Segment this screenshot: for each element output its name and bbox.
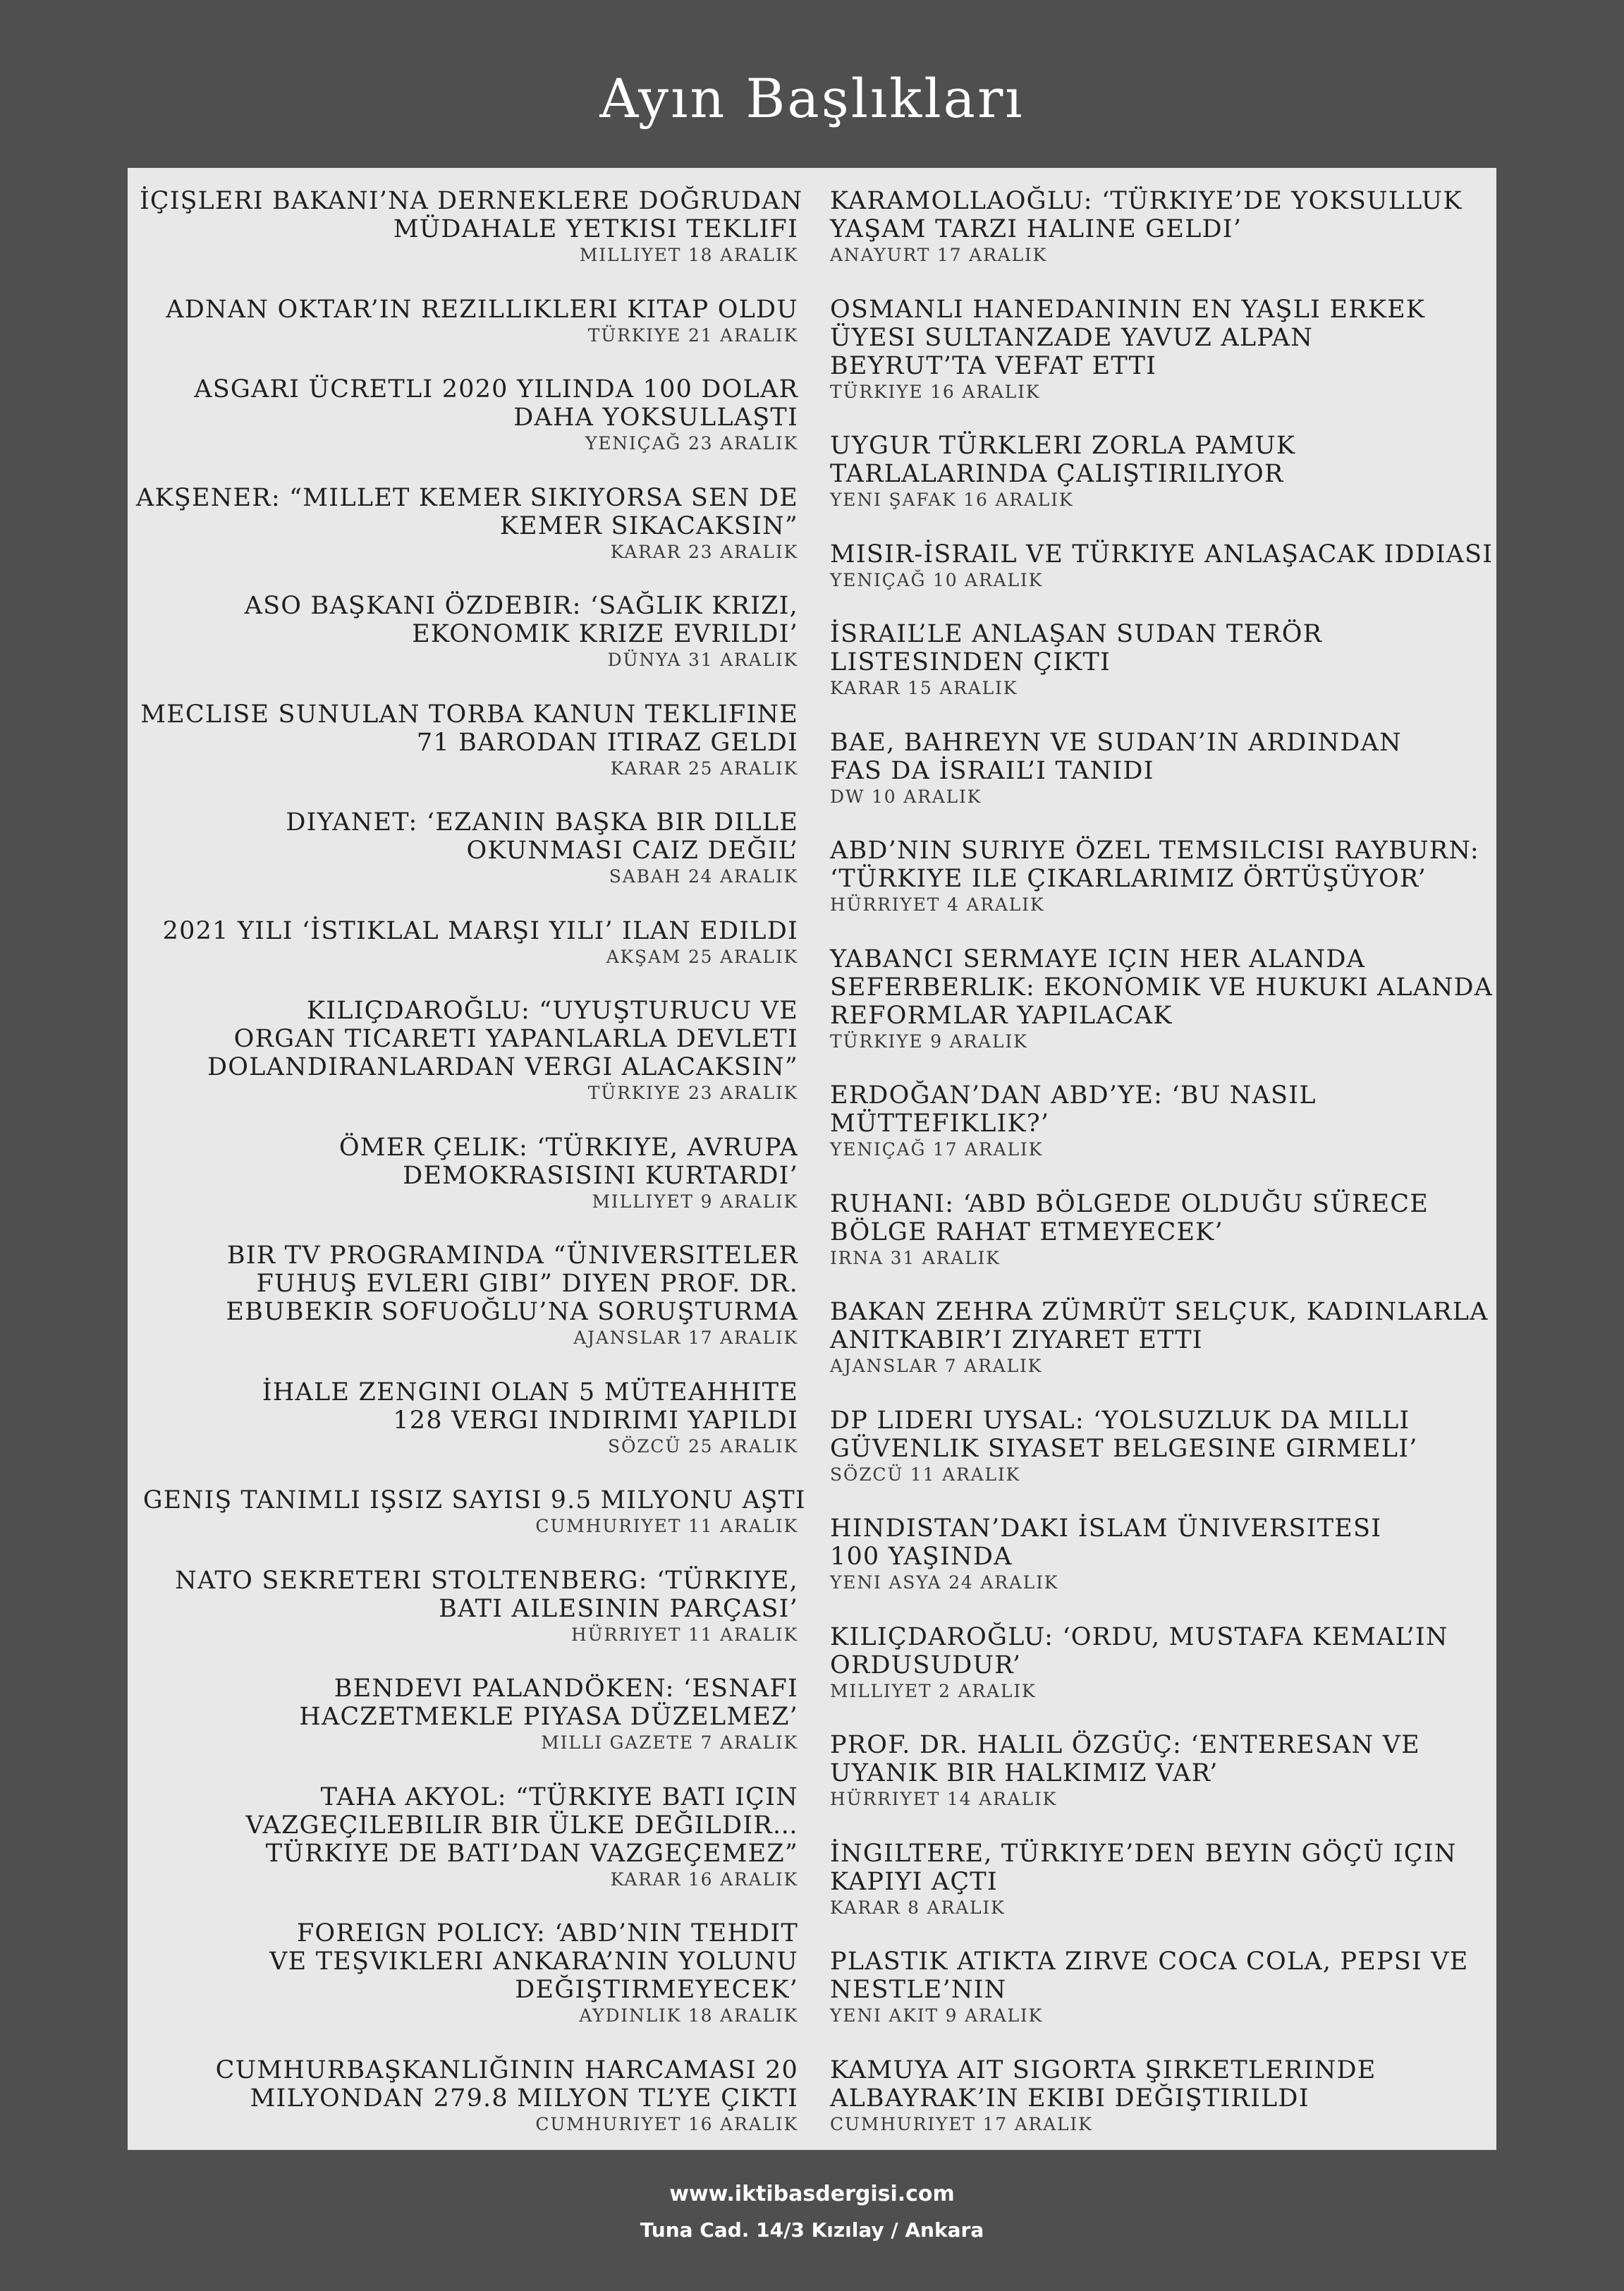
headline-source: ANAYURT 17 ARALIK xyxy=(830,245,1047,265)
headline-line: ÜYESI SULTANZADE YAVUZ ALPAN xyxy=(830,323,1314,352)
headline-item xyxy=(135,2056,798,2136)
headline-item xyxy=(135,484,798,564)
headline-item xyxy=(135,808,798,888)
headline-line: YAŞAM TARZI HALINE GELDI’ xyxy=(830,215,1243,243)
headline-text xyxy=(830,432,1493,488)
headline-item xyxy=(135,700,798,780)
headline-line: AKŞENER: “MILLET KEMER SIKIYORSA SEN DE xyxy=(135,483,798,512)
headline-line: REFORMLAR YAPILACAK xyxy=(830,1001,1173,1030)
headline-line: DEMOKRASISINI KURTARDI’ xyxy=(403,1161,798,1190)
headline-line: MISIR-İSRAIL VE TÜRKIYE ANLAŞACAK IDDIASI xyxy=(830,540,1494,569)
headline-text xyxy=(135,917,798,945)
headline-source: CUMHURIYET 11 ARALIK xyxy=(535,1516,798,1537)
headline-line: KILIÇDAROĞLU: “UYUŞTURUCU VE xyxy=(306,997,798,1026)
headline-item xyxy=(830,1731,1493,1811)
headline-item xyxy=(135,296,798,347)
headline-line: ÖMER ÇELIK: ‘TÜRKIYE, AVRUPA xyxy=(338,1133,798,1162)
headline-text xyxy=(830,1514,1493,1571)
headline-source: MILLIYET 9 ARALIK xyxy=(592,1191,798,1212)
headline-source: SABAH 24 ARALIK xyxy=(609,866,798,887)
headline-line: ASGARI ÜCRETLI 2020 YILINDA 100 DOLAR xyxy=(194,375,798,404)
headline-text xyxy=(135,1675,798,1731)
headline-source: SÖZCÜ 25 ARALIK xyxy=(608,1435,798,1457)
headline-line: LISTESINDEN ÇIKTI xyxy=(830,648,1111,677)
headline-line: SEFERBERLIK: EKONOMIK VE HUKUKI ALANDA xyxy=(830,973,1493,1002)
headline-line: FUHUŞ EVLERI GIBI” DIYEN PROF. DR. xyxy=(256,1270,798,1299)
headline-source: HÜRRIYET 14 ARALIK xyxy=(830,1789,1058,1810)
headline-item xyxy=(135,1675,798,1754)
headline-line: EBUBEKIR SOFUOĞLU’NA SORUŞTURMA xyxy=(226,1298,798,1327)
headline-line: MÜDAHALE YETKISI TEKLIFI xyxy=(393,215,798,243)
headline-line: CUMHURBAŞKANLIĞININ HARCAMASI 20 xyxy=(215,2055,798,2084)
headline-text xyxy=(135,592,798,648)
headline-source: DÜNYA 31 ARALIK xyxy=(607,650,798,671)
headline-line: OSMANLI HANEDANININ EN YAŞLI ERKEK xyxy=(830,295,1426,324)
headline-item xyxy=(830,1081,1493,1161)
headline-line: İÇIŞLERI BAKANI’NA DERNEKLERE DOĞRUDAN xyxy=(139,187,803,215)
headline-line: DEĞIŞTIRMEYECEK’ xyxy=(515,1976,798,2005)
headline-line: ANITKABIR’I ZIYARET ETTI xyxy=(830,1326,1203,1355)
headline-line: NATO SEKRETERI STOLTENBERG: ‘TÜRKIYE, xyxy=(175,1566,798,1595)
headline-text xyxy=(830,1298,1493,1354)
headline-line: ALBAYRAK’IN EKIBI DEĞIŞTIRILDI xyxy=(830,2084,1309,2113)
headline-line: KILIÇDAROĞLU: ‘ORDU, MUSTAFA KEMAL’IN xyxy=(830,1622,1448,1651)
headline-line: KAPIYI AÇTI xyxy=(830,1867,998,1896)
headline-line: UYGUR TÜRKLERI ZORLA PAMUK xyxy=(830,432,1296,461)
headline-text xyxy=(135,1378,798,1435)
headline-text xyxy=(830,296,1493,380)
headline-item xyxy=(135,997,798,1105)
headline-item xyxy=(135,1486,806,1538)
headline-item xyxy=(830,187,1493,267)
headline-line: EKONOMIK KRIZE EVRILDI’ xyxy=(412,620,798,649)
headline-line: HACZETMEKLE PIYASA DÜZELMEZ’ xyxy=(299,1703,798,1732)
headline-line: TAHA AKYOL: “TÜRKIYE BATI IÇIN xyxy=(320,1782,798,1811)
headline-line: KEMER SIKACAKSIN” xyxy=(499,511,798,540)
headline-text xyxy=(830,187,1493,243)
headline-text xyxy=(830,2056,1493,2113)
headline-item xyxy=(830,620,1493,700)
headline-text xyxy=(135,1241,798,1326)
headline-source: MILLIYET 18 ARALIK xyxy=(579,245,798,265)
headline-line: BENDEVI PALANDÖKEN: ‘ESNAFI xyxy=(334,1675,798,1703)
headline-line: MILYONDAN 279.8 MILYON TL’YE ÇIKTI xyxy=(250,2084,798,2113)
headlines-panel xyxy=(128,168,1496,2150)
headline-item xyxy=(830,1947,1493,2027)
headline-item xyxy=(830,945,1493,1053)
headline-line: ASO BAŞKANI ÖZDEBIR: ‘SAĞLIK KRIZI, xyxy=(244,592,798,621)
headline-source: KARAR 25 ARALIK xyxy=(610,758,798,779)
headline-line: MÜTTEFIKLIK?’ xyxy=(830,1110,1050,1138)
headline-source: YENI ASYA 24 ARALIK xyxy=(830,1572,1059,1593)
headline-line: 2021 YILI ‘İSTIKLAL MARŞI YILI’ ILAN EDILDI xyxy=(162,916,798,945)
headline-line: 128 VERGI INDIRIMI YAPILDI xyxy=(393,1406,798,1435)
headline-text xyxy=(830,1840,1493,1896)
headline-text xyxy=(135,375,798,432)
headline-source: KARAR 8 ARALIK xyxy=(830,1897,1006,1918)
headline-source: TÜRKIYE 23 ARALIK xyxy=(587,1083,798,1104)
right-column xyxy=(830,187,1493,2136)
headline-source: CUMHURIYET 17 ARALIK xyxy=(830,2113,1093,2134)
headline-line: ABD’NIN SURIYE ÖZEL TEMSILCISI RAYBURN: xyxy=(830,837,1479,865)
headline-text xyxy=(135,700,798,757)
headline-line: OKUNMASI CAIZ DEĞIL’ xyxy=(466,837,798,865)
headline-text xyxy=(135,484,798,540)
headline-source: CUMHURIYET 16 ARALIK xyxy=(535,2113,798,2134)
headline-line: FOREIGN POLICY: ‘ABD’NIN TEHDIT xyxy=(296,1919,798,1948)
page-title: Ayın Başlıkları xyxy=(599,67,1025,130)
headline-text xyxy=(830,1190,1493,1246)
headline-item xyxy=(830,1840,1493,1919)
headline-source: SÖZCÜ 11 ARALIK xyxy=(830,1464,1020,1485)
headline-text xyxy=(830,837,1493,893)
headline-line: İHALE ZENGINI OLAN 5 MÜTEAHHITE xyxy=(262,1378,798,1406)
headline-line: İNGILTERE, TÜRKIYE’DEN BEYIN GÖÇÜ IÇIN xyxy=(830,1839,1457,1868)
headline-text xyxy=(830,729,1493,785)
headline-line: BEYRUT’TA VEFAT ETTI xyxy=(830,351,1157,380)
headline-line: MECLISE SUNULAN TORBA KANUN TEKLIFINE xyxy=(140,700,798,729)
headline-item xyxy=(135,917,798,968)
headline-item xyxy=(135,1919,798,2027)
headline-text xyxy=(135,1783,798,1868)
headline-line: TARLALARINDA ÇALIŞTIRILIYOR xyxy=(830,460,1284,489)
headline-item xyxy=(830,2056,1493,2136)
headline-item xyxy=(135,187,803,267)
headline-source: YENIÇAĞ 10 ARALIK xyxy=(830,569,1044,590)
headline-source: YENI AKIT 9 ARALIK xyxy=(830,2005,1044,2026)
headline-text xyxy=(830,1406,1493,1463)
headline-item xyxy=(830,1406,1493,1486)
headline-line: PROF. DR. HALIL ÖZGÜÇ: ‘ENTERESAN VE xyxy=(830,1731,1420,1760)
footer-url: www.iktibasdergisi.com xyxy=(669,2182,955,2206)
headline-text xyxy=(135,296,798,324)
headline-source: AYDINLIK 18 ARALIK xyxy=(579,2005,798,2026)
headline-line: NESTLE’NIN xyxy=(830,1976,1007,2005)
footer-address: Tuna Cad. 14/3 Kızılay / Ankara xyxy=(640,2218,984,2242)
headline-source: KARAR 16 ARALIK xyxy=(610,1868,798,1890)
headline-line: İSRAIL’LE ANLAŞAN SUDAN TERÖR xyxy=(830,620,1323,649)
headline-source: YENIÇAĞ 23 ARALIK xyxy=(585,433,798,454)
headline-line: DAHA YOKSULLAŞTI xyxy=(513,403,798,432)
headline-line: ORDUSUDUR’ xyxy=(830,1651,1022,1679)
headline-source: AKŞAM 25 ARALIK xyxy=(606,946,798,967)
headline-item xyxy=(135,375,798,455)
headline-line: YABANCI SERMAYE IÇIN HER ALANDA xyxy=(830,944,1366,973)
headline-item xyxy=(830,1514,1493,1594)
headline-item xyxy=(135,1567,798,1646)
headline-line: 100 YAŞINDA xyxy=(830,1543,1013,1572)
headline-source: HÜRRIYET 4 ARALIK xyxy=(830,894,1045,916)
headline-text xyxy=(830,945,1493,1030)
headline-line: FAS DA İSRAIL’I TANIDI xyxy=(830,756,1154,785)
headline-item xyxy=(135,1134,798,1213)
headline-text xyxy=(830,1081,1493,1138)
headline-line: BIR TV PROGRAMINDA “ÜNIVERSITELER xyxy=(226,1241,798,1270)
headline-line: UYANIK BIR HALKIMIZ VAR’ xyxy=(830,1759,1219,1788)
headline-text xyxy=(135,997,798,1081)
headline-item xyxy=(830,1298,1493,1378)
headline-text xyxy=(135,1134,798,1190)
headline-text xyxy=(135,1567,798,1623)
headline-line: GÜVENLIK SIYASET BELGESINE GIRMELI’ xyxy=(830,1434,1418,1463)
headline-text xyxy=(135,2056,798,2113)
left-column xyxy=(135,187,806,2136)
headline-line: BATI AILESININ PARÇASI’ xyxy=(439,1594,798,1623)
headline-source: YENIÇAĞ 17 ARALIK xyxy=(830,1139,1044,1160)
headline-source: TÜRKIYE 16 ARALIK xyxy=(830,381,1041,402)
headline-line: VAZGEÇILEBILIR BIR ÜLKE DEĞILDIR… xyxy=(245,1811,798,1840)
headline-source: MILLI GAZETE 7 ARALIK xyxy=(541,1732,798,1754)
headline-item xyxy=(830,1190,1493,1270)
headline-source: TÜRKIYE 9 ARALIK xyxy=(830,1031,1028,1052)
headline-line: VE TEŞVIKLERI ANKARA’NIN YOLUNU xyxy=(269,1947,798,1976)
headline-text xyxy=(135,187,803,243)
headline-line: RUHANI: ‘ABD BÖLGEDE OLDUĞU SÜRECE xyxy=(830,1189,1429,1218)
headline-source: IRNA 31 ARALIK xyxy=(830,1247,1001,1268)
headline-item xyxy=(830,432,1493,511)
headline-item xyxy=(830,540,1493,592)
headline-text xyxy=(830,1947,1493,2004)
headline-line: HINDISTAN’DAKI İSLAM ÜNIVERSITESI xyxy=(830,1514,1382,1543)
headline-source: YENI ŞAFAK 16 ARALIK xyxy=(830,490,1074,511)
headline-line: BÖLGE RAHAT ETMEYECEK’ xyxy=(830,1217,1223,1246)
headline-line: DOLANDIRANLARDAN VERGI ALACAKSIN” xyxy=(207,1053,798,1082)
headline-source: KARAR 15 ARALIK xyxy=(830,678,1018,699)
headline-item xyxy=(135,1378,798,1458)
headline-text xyxy=(830,540,1493,569)
headline-source: KARAR 23 ARALIK xyxy=(610,541,798,562)
headline-text xyxy=(830,620,1493,676)
headline-text xyxy=(135,1486,806,1515)
headline-source: HÜRRIYET 11 ARALIK xyxy=(570,1624,798,1645)
headline-line: TÜRKIYE DE BATI’DAN VAZGEÇEMEZ” xyxy=(265,1839,798,1868)
headline-line: DP LIDERI UYSAL: ‘YOLSUZLUK DA MILLI xyxy=(830,1406,1410,1435)
headline-text xyxy=(830,1731,1493,1787)
headline-item xyxy=(135,1241,798,1349)
headline-line: KAMUYA AIT SIGORTA ŞIRKETLERINDE xyxy=(830,2055,1376,2084)
headline-text xyxy=(135,1919,798,2004)
headline-item xyxy=(830,837,1493,916)
headline-source: DW 10 ARALIK xyxy=(830,786,982,807)
headline-text xyxy=(830,1623,1493,1679)
headline-item xyxy=(830,296,1493,403)
headline-line: ‘TÜRKIYE ILE ÇIKARLARIMIZ ÖRTÜŞÜYOR’ xyxy=(830,865,1427,894)
headline-line: 71 BARODAN ITIRAZ GELDI xyxy=(416,728,798,757)
headline-line: ERDOĞAN’DAN ABD’YE: ‘BU NASIL xyxy=(830,1081,1317,1110)
headline-line: BAKAN ZEHRA ZÜMRÜT SELÇUK, KADINLARLA xyxy=(830,1298,1489,1327)
headline-line: KARAMOLLAOĞLU: ‘TÜRKIYE’DE YOKSULLUK xyxy=(830,187,1463,215)
headline-line: GENIŞ TANIMLI IŞSIZ SAYISI 9.5 MILYONU AŞTI xyxy=(142,1486,806,1515)
headline-source: MILLIYET 2 ARALIK xyxy=(830,1680,1037,1701)
headline-line: BAE, BAHREYN VE SUDAN’IN ARDINDAN xyxy=(830,728,1402,757)
headline-text xyxy=(135,808,798,865)
headline-item xyxy=(135,1783,798,1891)
headline-line: DIYANET: ‘EZANIN BAŞKA BIR DILLE xyxy=(286,808,798,837)
headline-item xyxy=(830,1623,1493,1703)
headline-source: TÜRKIYE 21 ARALIK xyxy=(587,324,798,346)
headline-line: PLASTIK ATIKTA ZIRVE COCA COLA, PEPSI VE xyxy=(830,1947,1469,1976)
headline-line: ADNAN OKTAR’IN REZILLIKLERI KITAP OLDU xyxy=(166,295,798,324)
headline-source: AJANSLAR 7 ARALIK xyxy=(830,1356,1043,1377)
headline-source: AJANSLAR 17 ARALIK xyxy=(573,1327,798,1349)
headline-item xyxy=(830,729,1493,808)
headline-item xyxy=(135,592,798,672)
headline-line: ORGAN TICARETI YAPANLARLA DEVLETI xyxy=(233,1025,798,1054)
